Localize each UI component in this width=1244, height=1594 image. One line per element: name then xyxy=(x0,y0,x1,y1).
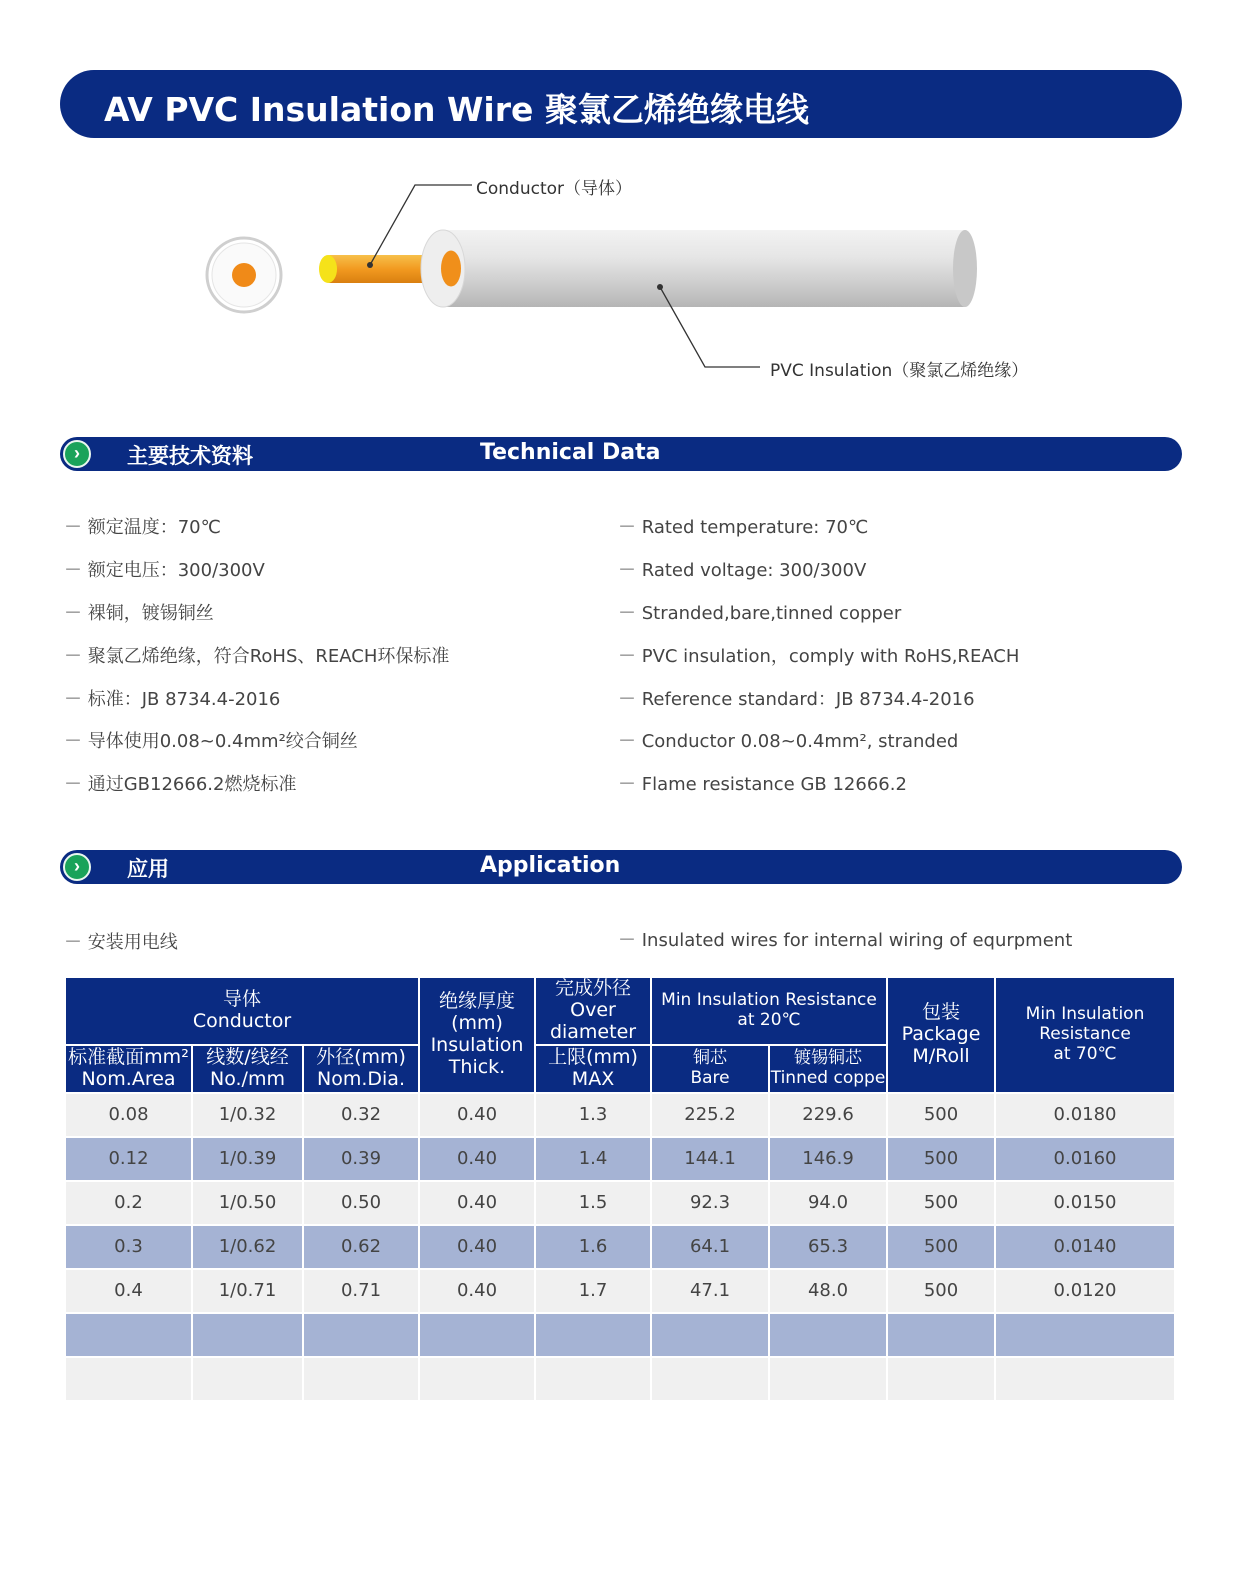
table-row: 0.3 1/0.62 0.62 0.40 1.6 64.1 65.3 500 0.0140 xyxy=(65,1225,1175,1269)
table-row xyxy=(65,1313,1175,1357)
header-nom-dia: 外径(mm) Nom.Dia. xyxy=(303,1045,419,1093)
spec-cn-item: － 额定电压：300/300V xyxy=(64,560,265,581)
table-row: 0.2 1/0.50 0.50 0.40 1.5 92.3 94.0 500 0.0150 xyxy=(65,1181,1175,1225)
application-title-en: Application xyxy=(480,853,621,878)
spec-cn-item: － 额定温度：70℃ xyxy=(64,517,221,538)
header-over-diameter: 完成外径 Over diameter xyxy=(535,977,651,1045)
spec-en-item: － Stranded,bare,tinned copper xyxy=(618,603,902,624)
insulation-icon xyxy=(421,230,977,307)
header-package: 包装 Package M/Roll xyxy=(887,977,995,1093)
table-row: 0.4 1/0.71 0.71 0.40 1.7 47.1 48.0 500 0.0120 xyxy=(65,1269,1175,1313)
table-row: 0.08 1/0.32 0.32 0.40 1.3 225.2 229.6 500 0.0180 xyxy=(65,1093,1175,1137)
spec-en-item: － Conductor 0.08~0.4mm², stranded xyxy=(618,731,959,752)
technical-data-header xyxy=(60,437,1182,471)
page-title: AV PVC Insulation Wire 聚氯乙烯绝缘电线 xyxy=(104,90,809,129)
header-resistance-20: Min Insulation Resistance at 20℃ xyxy=(651,977,887,1045)
spec-table xyxy=(64,976,1176,1402)
spec-cn-item: － 标准：JB 8734.4-2016 xyxy=(64,689,281,710)
spec-en-item: － Reference standard：JB 8734.4-2016 xyxy=(618,689,975,710)
header-no-mm: 线数/线经 No./mm xyxy=(192,1045,303,1093)
chevron-right-icon: › xyxy=(63,440,91,468)
header-tinned: 镀锡铜芯 Tinned coppe xyxy=(769,1045,887,1093)
spec-cn-item: － 通过GB12666.2燃烧标准 xyxy=(64,774,297,795)
insulation-label: PVC Insulation（聚氯乙烯绝缘） xyxy=(770,361,1029,381)
technical-title-cn: 主要技术资料 xyxy=(127,444,253,468)
spec-en-item: － Rated temperature: 70℃ xyxy=(618,517,869,538)
technical-title-en: Technical Data xyxy=(480,440,661,465)
application-en: － Insulated wires for internal wiring of equrpment xyxy=(618,930,1073,951)
spec-cn-item: － 聚氯乙烯绝缘，符合RoHS、REACH环保标准 xyxy=(64,646,450,667)
header-resistance-70: Min Insulation Resistance at 70℃ xyxy=(995,977,1175,1093)
cable-diagram xyxy=(0,150,1244,420)
spec-en-item: － PVC insulation，comply with RoHS,REACH xyxy=(618,646,1020,667)
spec-cn-item: － 导体使用0.08~0.4mm²绞合铜丝 xyxy=(64,731,358,752)
cross-section-icon xyxy=(207,238,281,312)
header-max: 上限(mm) MAX xyxy=(535,1045,651,1093)
header-nom-area: 标准截面mm² Nom.Area xyxy=(65,1045,192,1093)
application-header xyxy=(60,850,1182,884)
application-cn: － 安装用电线 xyxy=(64,932,178,953)
header-bare: 铜芯 Bare xyxy=(651,1045,769,1093)
table-row: 0.12 1/0.39 0.39 0.40 1.4 144.1 146.9 500 0.0160 xyxy=(65,1137,1175,1181)
spec-cn-item: － 裸铜，镀锡铜丝 xyxy=(64,603,214,624)
conductor-label: Conductor（导体） xyxy=(476,179,633,199)
header-insulation-thick: 绝缘厚度 (mm) Insulation Thick. xyxy=(419,977,535,1093)
header-conductor: 导体 Conductor xyxy=(65,977,419,1045)
spec-en-item: － Rated voltage: 300/300V xyxy=(618,560,867,581)
chevron-right-icon: › xyxy=(63,853,91,881)
title-banner xyxy=(60,70,1182,138)
table-row xyxy=(65,1357,1175,1401)
application-title-cn: 应用 xyxy=(127,857,169,881)
spec-en-item: － Flame resistance GB 12666.2 xyxy=(618,774,907,795)
